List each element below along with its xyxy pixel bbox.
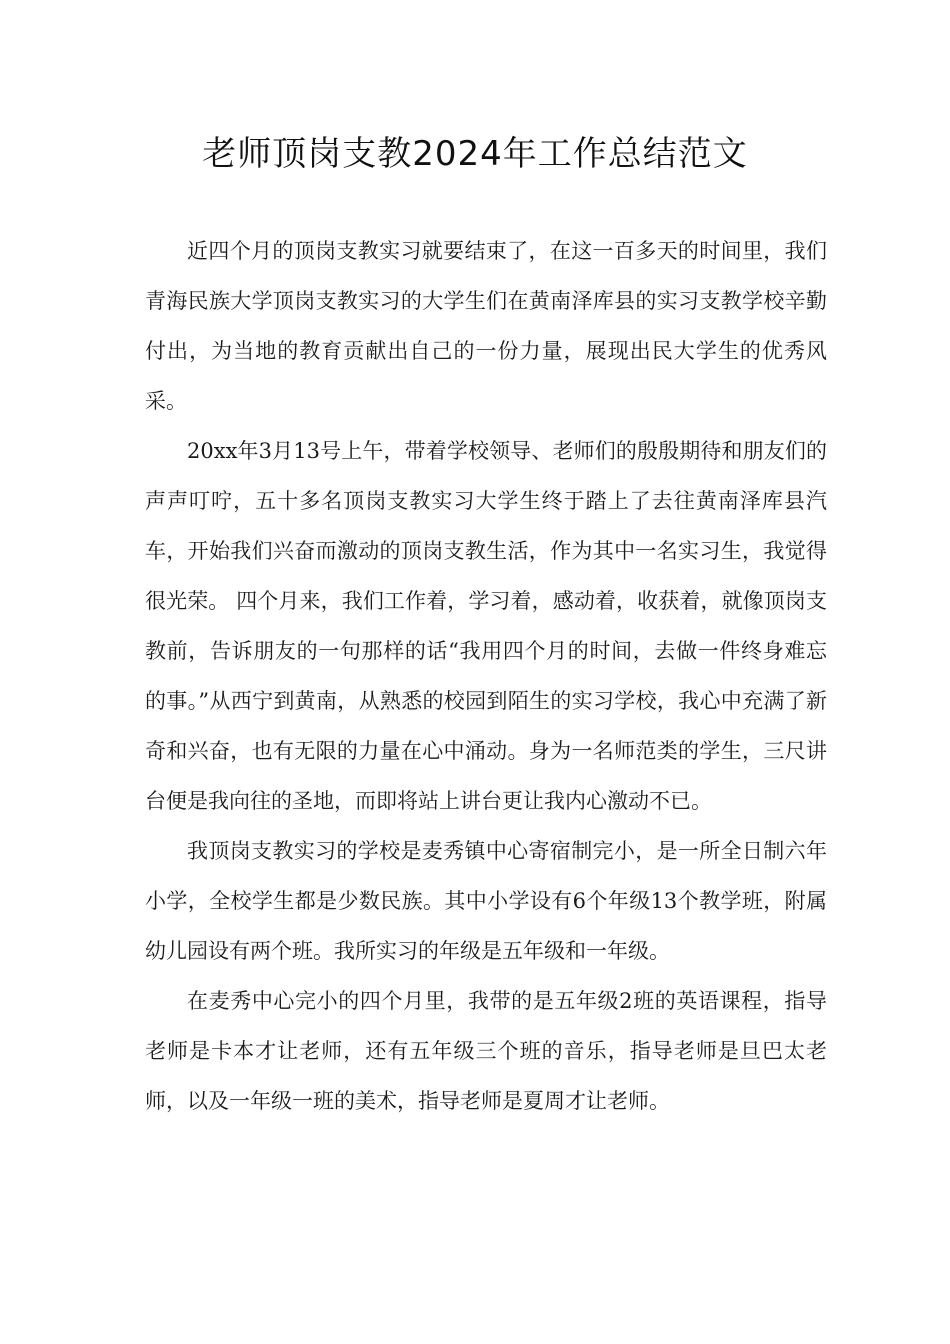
document-title: 老师顶岗支教2024年工作总结范文 bbox=[202, 134, 748, 174]
paragraph-3: 我顶岗支教实习的学校是麦秀镇中心寄宿制完小，是一所全日制六年小学，全校学生都是少数民族。其中小学设有6个年级13个教学班，附属幼儿园设有两个班。我所实习的年级是五年级和一年级。 bbox=[145, 839, 827, 963]
paragraph-1: 近四个月的顶岗支教实习就要结束了，在这一百多天的时间里，我们青海民族大学顶岗支教实习的大学生们在黄南泽库县的实习支教学校辛勤付出，为当地的教育贡献出自己的一份力量，展现出民大学生的优秀风采。 bbox=[145, 239, 827, 413]
paragraph-2: 20xx年3月13号上午，带着学校领导、老师们的殷殷期待和朋友们的声声叮咛，五十多名顶岗支教实习大学生终于踏上了去往黄南泽库县汽车，开始我们兴奋而激动的顶岗支教生活，作为其中一名实习生，我觉得很光荣。 四个月来，我们工作着，学习着，感动着，收获着，就像顶岗支教前，告诉朋友的一句那样的话“我用四个月的时间，去做一件终身难忘的事。”从西宁到黄南，从熟悉的校园到陌生的实习学校，我心中充满了新奇和兴奋，也有无限的力量在心中涌动。身为一名师范类的学生，三尺讲台便是我向往的圣地，而即将站上讲台更让我内心激动不已。 bbox=[145, 439, 827, 813]
document-body bbox=[145, 226, 827, 1126]
paragraph-4: 在麦秀中心完小的四个月里，我带的是五年级2班的英语课程，指导老师是卡本才让老师，还有五年级三个班的音乐，指导老师是旦巴太老师，以及一年级一班的美术，指导老师是夏周才让老师。 bbox=[145, 989, 827, 1113]
